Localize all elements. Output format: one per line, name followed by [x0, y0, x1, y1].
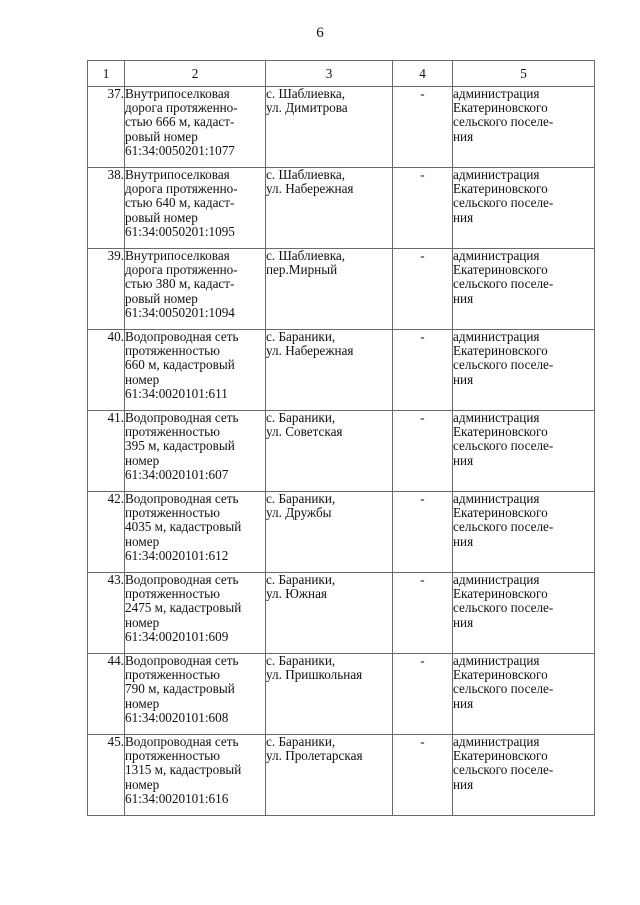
owner-organization-line: сельского поселе- — [453, 681, 554, 697]
owner-organization-line: Екатериновского — [453, 343, 548, 359]
object-name-line: 61:34:0020101:612 — [125, 547, 229, 563]
owner-organization-line: сельского поселе- — [453, 114, 554, 130]
object-address-line: с. Шаблиевка, — [266, 167, 346, 182]
object-address — [266, 654, 393, 735]
object-address — [266, 492, 393, 573]
owner-organization-line: сельского поселе- — [453, 195, 554, 211]
object-name-line: 1315 м, кадастровый — [125, 762, 242, 778]
row-number: 40. — [88, 330, 125, 411]
object-name-line: протяженностью — [125, 667, 221, 683]
owner-organization-line: ния — [453, 371, 474, 387]
object-name-line: 395 м, кадастровый — [125, 438, 235, 454]
table-row — [88, 249, 595, 330]
object-name-line: протяженностью — [125, 343, 221, 359]
owner-organization-line: Екатериновского — [453, 100, 548, 116]
owner-organization — [453, 735, 595, 816]
row-number: 45. — [88, 735, 125, 816]
object-address-line: ул. Димитрова — [266, 100, 348, 116]
owner-organization — [453, 411, 595, 492]
object-address — [266, 735, 393, 816]
owner-organization-line: ния — [453, 614, 474, 630]
object-name-line: 4035 м, кадастровый — [125, 519, 242, 535]
object-address-line: с. Бараники, — [266, 410, 336, 425]
object-name-line: Внутрипоселковая — [125, 86, 230, 101]
object-name-line: ровый номер — [125, 209, 198, 225]
table-row — [88, 573, 595, 654]
object-name-line: 2475 м, кадастровый — [125, 600, 242, 616]
object-name-line: Внутрипоселковая — [125, 167, 230, 182]
object-name-line: дорога протяженно- — [125, 262, 238, 278]
owner-organization-line: сельского поселе- — [453, 357, 554, 373]
table-row — [88, 168, 595, 249]
header-col-1: 1 — [88, 61, 125, 87]
owner-organization — [453, 654, 595, 735]
object-name-line: Водопроводная сеть — [125, 653, 239, 668]
object-name-line: Внутрипоселковая — [125, 248, 230, 263]
owner-organization-line: Екатериновского — [453, 181, 548, 197]
header-row — [88, 61, 595, 87]
object-name-line: ровый номер — [125, 290, 198, 306]
object-address-line: с. Бараники, — [266, 491, 336, 506]
header-col-3: 3 — [266, 61, 393, 87]
owner-organization — [453, 168, 595, 249]
row-number: 44. — [88, 654, 125, 735]
column-4-value: - — [393, 87, 453, 168]
object-address — [266, 87, 393, 168]
owner-organization-line: Екатериновского — [453, 748, 548, 764]
object-name-line: Водопроводная сеть — [125, 410, 239, 425]
object-name — [125, 492, 266, 573]
table-row — [88, 330, 595, 411]
object-name-line: дорога протяженно- — [125, 181, 238, 197]
object-name-line: протяженностью — [125, 748, 221, 764]
object-name-line: Водопроводная сеть — [125, 734, 239, 749]
header-col-5: 5 — [453, 61, 595, 87]
column-4-value: - — [393, 249, 453, 330]
object-name — [125, 249, 266, 330]
object-name-line: 61:34:0020101:611 — [125, 385, 228, 401]
column-4-value: - — [393, 492, 453, 573]
owner-organization-line: ния — [453, 695, 474, 711]
object-name-line: номер — [125, 452, 160, 468]
table-row — [88, 492, 595, 573]
table-row — [88, 654, 595, 735]
object-name-line: Водопроводная сеть — [125, 491, 239, 506]
object-name-line: 61:34:0050201:1077 — [125, 142, 235, 158]
owner-organization-line: Екатериновского — [453, 505, 548, 521]
object-name — [125, 168, 266, 249]
owner-organization-line: Екатериновского — [453, 262, 548, 278]
owner-organization-line: ния — [453, 209, 474, 225]
column-4-value: - — [393, 735, 453, 816]
object-address-line: ул. Пролетарская — [266, 748, 363, 764]
owner-organization-line: ния — [453, 533, 474, 549]
object-name-line: 61:34:0050201:1094 — [125, 304, 235, 320]
object-name — [125, 330, 266, 411]
owner-organization-line: Екатериновского — [453, 424, 548, 440]
owner-organization-line: ния — [453, 290, 474, 306]
object-address-line: ул. Южная — [266, 586, 327, 602]
object-address-line: с. Шаблиевка, — [266, 248, 346, 263]
object-address-line: с. Бараники, — [266, 329, 336, 344]
object-name-line: номер — [125, 371, 160, 387]
object-name-line: 61:34:0020101:609 — [125, 628, 229, 644]
column-4-value: - — [393, 168, 453, 249]
owner-organization — [453, 249, 595, 330]
object-name — [125, 654, 266, 735]
object-name-line: номер — [125, 533, 160, 549]
object-name-line: 61:34:0020101:616 — [125, 790, 229, 806]
page-number: 6 — [316, 25, 324, 41]
header-col-2: 2 — [125, 61, 266, 87]
object-address-line: пер.Мирный — [266, 262, 338, 278]
object-name — [125, 573, 266, 654]
object-name-line: стью 640 м, кадаст- — [125, 195, 235, 211]
header-col-4: 4 — [393, 61, 453, 87]
object-address-line: с. Бараники, — [266, 734, 336, 749]
owner-organization-line: сельского поселе- — [453, 276, 554, 292]
object-address-line: ул. Советская — [266, 424, 343, 440]
row-number: 37. — [88, 87, 125, 168]
object-address-line: ул. Набережная — [266, 181, 354, 197]
row-number: 41. — [88, 411, 125, 492]
owner-organization-line: администрация — [453, 734, 540, 749]
owner-organization-line: администрация — [453, 491, 540, 506]
row-number: 39. — [88, 249, 125, 330]
owner-organization-line: администрация — [453, 86, 540, 101]
column-4-value: - — [393, 330, 453, 411]
owner-organization-line: Екатериновского — [453, 667, 548, 683]
object-name-line: 790 м, кадастровый — [125, 681, 235, 697]
owner-organization-line: сельского поселе- — [453, 600, 554, 616]
object-name-line: 61:34:0020101:608 — [125, 709, 229, 725]
object-name-line: 61:34:0020101:607 — [125, 466, 229, 482]
object-address-line: ул. Пришкольная — [266, 667, 363, 683]
owner-organization-line: администрация — [453, 167, 540, 182]
column-4-value: - — [393, 411, 453, 492]
object-name — [125, 735, 266, 816]
object-address — [266, 411, 393, 492]
table-row — [88, 87, 595, 168]
owner-organization-line: ния — [453, 452, 474, 468]
object-address-line: ул. Набережная — [266, 343, 354, 359]
object-address — [266, 249, 393, 330]
owner-organization — [453, 87, 595, 168]
owner-organization-line: сельского поселе- — [453, 519, 554, 535]
object-name-line: 61:34:0050201:1095 — [125, 223, 235, 239]
object-name-line: протяженностью — [125, 424, 221, 440]
column-4-value: - — [393, 654, 453, 735]
owner-organization-line: сельского поселе- — [453, 762, 554, 778]
owner-organization-line: сельского поселе- — [453, 438, 554, 454]
object-name-line: Водопроводная сеть — [125, 329, 239, 344]
owner-organization — [453, 573, 595, 654]
owner-organization-line: ния — [453, 128, 474, 144]
object-address-line: с. Шаблиевка, — [266, 86, 346, 101]
owner-organization-line: Екатериновского — [453, 586, 548, 602]
object-name-line: номер — [125, 695, 160, 711]
object-name — [125, 411, 266, 492]
owner-organization — [453, 492, 595, 573]
column-4-value: - — [393, 573, 453, 654]
object-name-line: номер — [125, 776, 160, 792]
property-table — [87, 60, 595, 816]
owner-organization-line: администрация — [453, 248, 540, 263]
object-address — [266, 168, 393, 249]
object-address — [266, 573, 393, 654]
owner-organization-line: администрация — [453, 329, 540, 344]
owner-organization-line: администрация — [453, 410, 540, 425]
object-address — [266, 330, 393, 411]
object-name-line: ровый номер — [125, 128, 198, 144]
object-address-line: с. Бараники, — [266, 572, 336, 587]
table-row — [88, 735, 595, 816]
object-name-line: стью 380 м, кадаст- — [125, 276, 235, 292]
row-number: 43. — [88, 573, 125, 654]
table-row — [88, 411, 595, 492]
owner-organization-line: администрация — [453, 653, 540, 668]
owner-organization-line: администрация — [453, 572, 540, 587]
object-name-line: стью 666 м, кадаст- — [125, 114, 235, 130]
object-address-line: ул. Дружбы — [266, 505, 332, 521]
object-name-line: номер — [125, 614, 160, 630]
owner-organization — [453, 330, 595, 411]
object-address-line: с. Бараники, — [266, 653, 336, 668]
table-body — [88, 87, 595, 816]
object-name-line: дорога протяженно- — [125, 100, 238, 116]
owner-organization-line: ния — [453, 776, 474, 792]
object-name-line: Водопроводная сеть — [125, 572, 239, 587]
row-number: 38. — [88, 168, 125, 249]
object-name-line: 660 м, кадастровый — [125, 357, 235, 373]
object-name-line: протяженностью — [125, 586, 221, 602]
object-name-line: протяженностью — [125, 505, 221, 521]
row-number: 42. — [88, 492, 125, 573]
object-name — [125, 87, 266, 168]
